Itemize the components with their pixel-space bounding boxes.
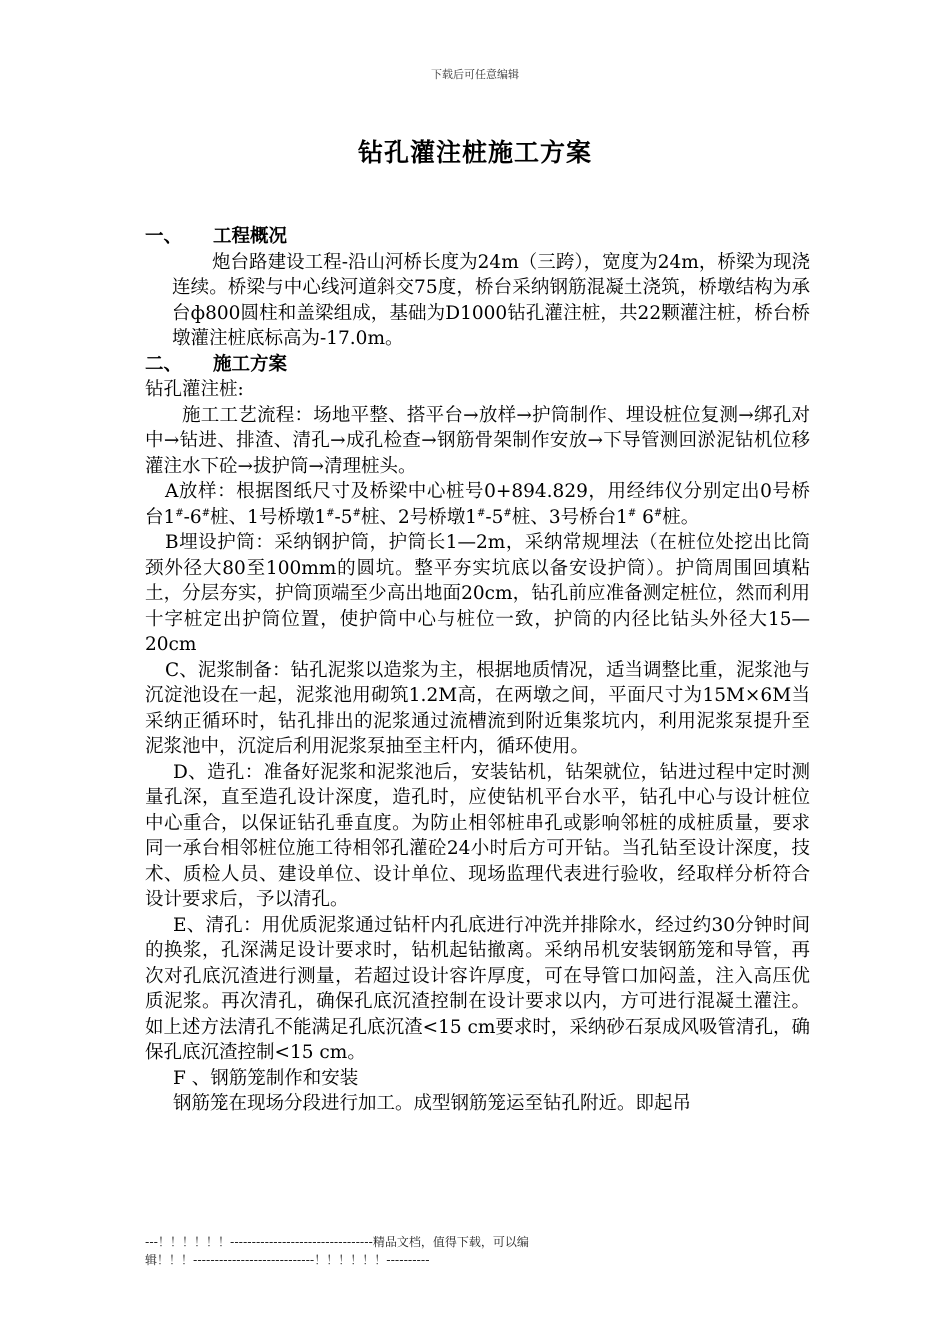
section-number-2: 二、 — [145, 353, 183, 375]
sup-mark: # — [477, 507, 486, 519]
paragraph-f-heading: F 、钢筋笼制作和安装 — [173, 1067, 359, 1089]
document-body — [145, 224, 810, 1117]
sup-mark: # — [653, 507, 663, 519]
paragraph-process: 施工工艺流程：场地平整、搭平台→放样→护筒制作、埋设桩位复测→绑孔对中→钻进、排渣、清孔→成孔检查→钢筋骨架制作安放→下导管测回淤泥钻机位移灌注水下砼→拔护筒→清理桩头。 — [145, 404, 810, 477]
sup-mark: # — [326, 507, 335, 519]
sup-mark: # — [175, 507, 184, 519]
para-a-part8: 6 — [636, 506, 654, 528]
para-a-part7: 桩、3号桥台1 — [511, 506, 628, 528]
para-a-part9: 桩。 — [662, 506, 700, 528]
paragraph-c: C、泥浆制备：钻孔泥浆以造浆为主，根据地质情况，适当调整比重，泥浆池与沉淀池设在一起，泥浆池用砌筑1.2M高，在两墩之间，平面尺寸为15M×6M当采纳正循环时，钻孔排出的泥浆通过流槽流到附近集浆坑内，利用泥浆泵提升至泥浆池中，沉淀后利用泥浆泵抽至主杆内，循环使用。 — [145, 659, 810, 757]
page-title: 钻孔灌注桩施工方案 — [357, 138, 592, 167]
paragraph-e: E、清孔：用优质泥浆通过钻杆内孔底进行冲洗并排除水，经过约30分钟时间的换浆，孔深满足设计要求时，钻机起钻撤离。采纳吊机安装钢筋笼和导管，再次对孔底沉渣进行测量，若超过设计容许厚度，可在导管口加闷盖，注入高压优质泥浆。再次清孔，确保孔底沉渣控制在设计要求以内，方可进行混凝土灌注。如上述方法清孔不能满足孔底沉渣<15 cm要求时，采纳砂石泵成风吸管清孔，确保孔底沉渣控制<15 cm。 — [145, 914, 810, 1063]
para-a-part6: -5 — [485, 506, 504, 528]
para-a-part3: 桩、1号桥墩1 — [210, 506, 327, 528]
para-a-part5: 桩、2号桥墩1 — [360, 506, 477, 528]
sup-mark: # — [352, 507, 361, 519]
section-title-2: 施工方案 — [213, 353, 288, 375]
sup-mark: # — [201, 507, 211, 519]
paragraph-a — [145, 479, 810, 530]
para-a-part4: -5 — [334, 506, 353, 528]
section-heading-1 — [145, 224, 810, 250]
section-heading-2 — [145, 352, 810, 378]
sup-mark: # — [503, 507, 512, 519]
section-1-text: 炮台路建设工程-沿山河桥长度为24m（三跨），宽度为24m，桥梁为现浇连续。桥梁与中心线河道斜交75度，桥台采纳钢筋混凝土浇筑，桥墩结构为承台ф800圆柱和盖梁组成，基础为D1000钻孔灌注桩，共22颗灌注桩，桥台桥墩灌注桩底标高为-17.0m。 — [172, 251, 810, 349]
paragraph-f: 钢筋笼在现场分段进行加工。成型钢筋笼运至钻孔附近。即起吊 — [173, 1093, 692, 1114]
para-a-part2: -6 — [183, 506, 202, 528]
footer-line-2: 辑！！！----------------------------！！！！！！---------- — [145, 1253, 430, 1267]
sup-mark: # — [627, 507, 637, 519]
paragraph-d: D、造孔：准备好泥浆和泥浆池后，安装钻机，钻架就位，钻进过程中定时测量孔深，直至造孔设计深度，造孔时，应使钻机平台水平，钻孔中心与设计桩位中心重合，以保证钻孔垂直度。为防止相邻桩串孔或影响邻桩的成桩质量，要求同一承台相邻桩位施工待相邻孔灌砼24小时后方可开钻。当孔钻至设计深度，技术、质检人员、建设单位、设计单位、现场监理代表进行验收，经取样分析符合设计要求后，予以清孔。 — [145, 761, 810, 910]
subheading-bored-pile: 钻孔灌注桩: — [145, 379, 244, 400]
paragraph-b: B埋设护筒：采纳钢护筒，护筒长1—2m，采纳常规埋法（在桩位处挖出比筒颈外径大80至100mm的圆坑。整平夯实坑底以备安设护筒）。护筒周围回填粘土，分层夯实，护筒顶端至少高出地面20cm，钻孔前应准备测定桩位，然而利用十字桩定出护筒位置，使护筒中心与桩位一致，护筒的内径比钻头外径大15—20cm — [145, 532, 810, 655]
section-number-1: 一、 — [145, 226, 183, 247]
section-title-1: 工程概况 — [213, 226, 288, 247]
header-note: 下载后可任意编辑 — [431, 68, 519, 81]
footer-note — [145, 1233, 845, 1269]
footer-line-1: ---！！！！！！---------------------------------精品文档，值得下载，可以编 — [145, 1235, 529, 1249]
para-a-part1: A放样：根据图纸尺寸及桥梁中心桩号0+894.829，用经纬仪分别定出0号桥台1 — [145, 481, 810, 528]
